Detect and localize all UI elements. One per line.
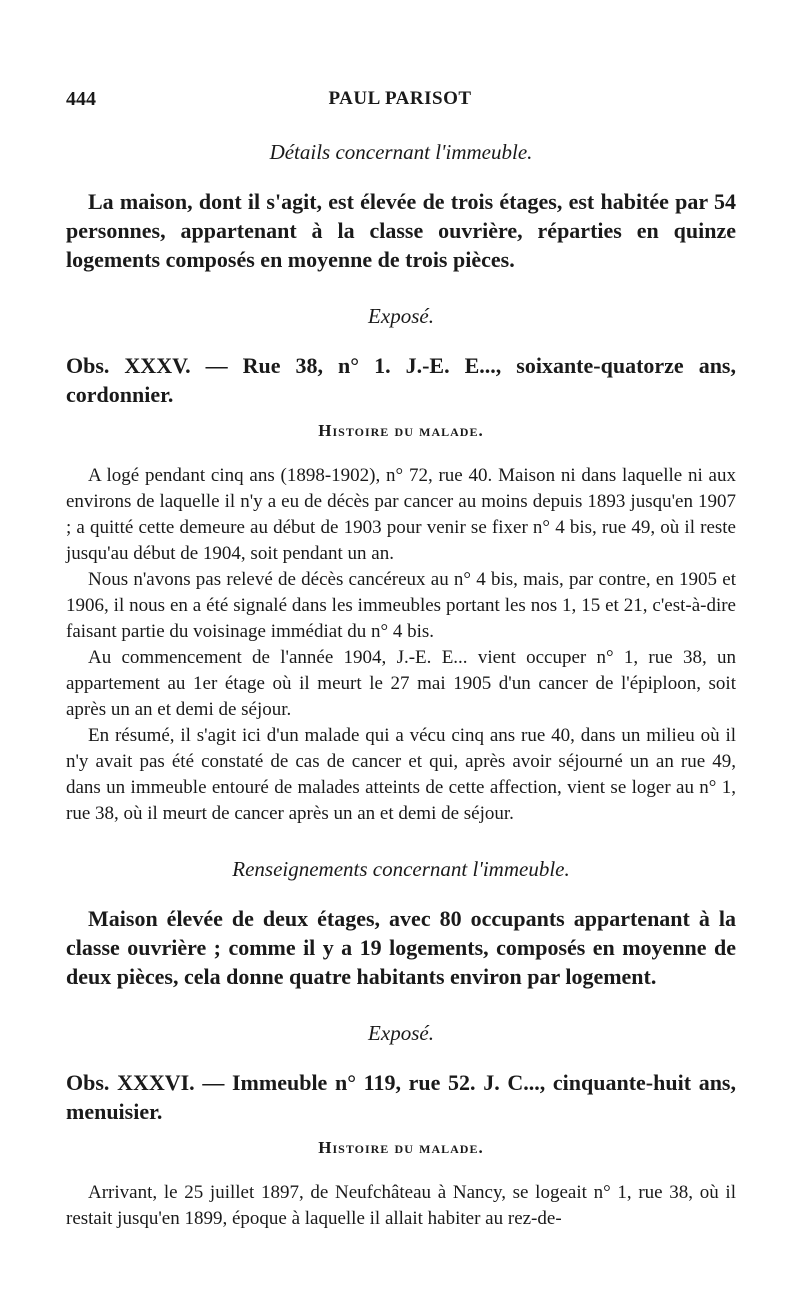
renseignements-paragraph: Maison élevée de deux étages, avec 80 occupants appartenant à la classe ouvrière ; comme il y a 19 logements, composés en moyenne de deux pièces, cela donne quatre habitants environ par logement. xyxy=(66,906,736,989)
expose-title-2: Exposé. xyxy=(368,1021,434,1045)
details-paragraph: La maison, dont il s'agit, est élevée de trois étages, est habitée par 54 personnes, appartenant à la classe ouvrière, réparties en quinze logements composés en moyenne de trois pièces. xyxy=(66,189,736,272)
details-title: Détails concernant l'immeuble. xyxy=(269,140,533,164)
renseignements-title: Renseignements concernant l'immeuble. xyxy=(232,857,570,881)
histoire-paragraph-1: A logé pendant cinq ans (1898-1902), n° 72, rue 40. Maison ni dans laquelle ni aux environs de laquelle il n'y a eu de décès par cancer au moins depuis 1893 jusqu'en 1907 ; a quitté cette demeure au début de 1903 pour venir se fixer n° 4 bis, rue 49, où il reste jusqu'au début de 1904, soit pendant un an. xyxy=(66,465,736,564)
expose-title-1: Exposé. xyxy=(368,304,434,328)
obs-xxxvi-heading: Obs. XXXVI. — Immeuble n° 119, rue 52. J. C..., cinquante-huit ans, menuisier. xyxy=(66,1070,736,1124)
page-body xyxy=(66,140,736,1232)
histoire-paragraph-5: Arrivant, le 25 juillet 1897, de Neufchâteau à Nancy, se logeait n° 1, rue 38, où il restait jusqu'en 1899, époque à laquelle il allait habiter au rez-de- xyxy=(66,1182,736,1229)
page-header xyxy=(66,88,734,118)
histoire-paragraph-4: En résumé, il s'agit ici d'un malade qui a vécu cinq ans rue 40, dans un milieu où il n'y avait pas été constaté de cas de cancer et qui, après avoir séjourné un an rue 49, dans un immeuble entouré de malades atteints de cette affection, vient se loger au n° 1, rue 38, où il meurt de cancer après un an et demi de séjour. xyxy=(66,725,736,824)
histoire-title-1: Histoire du malade. xyxy=(318,421,484,440)
running-head: PAUL PARISOT xyxy=(328,88,472,109)
histoire-paragraph-2: Nous n'avons pas relevé de décès cancéreux au n° 4 bis, mais, par contre, en 1905 et 1906, il nous en a été signalé dans les immeubles portant les nos 1, 15 et 21, c'est-à-dire faisant partie du voisinage immédiat du n° 4 bis. xyxy=(66,569,736,642)
histoire-paragraph-3: Au commencement de l'année 1904, J.-E. E... vient occuper n° 1, rue 38, un appartement au 1er étage où il meurt le 27 mai 1905 d'un cancer de l'épiploon, soit après un an et demi de séjour. xyxy=(66,647,736,720)
histoire-title-2: Histoire du malade. xyxy=(318,1138,484,1157)
obs-xxxv-heading: Obs. XXXV. — Rue 38, n° 1. J.-E. E..., soixante-quatorze ans, cordonnier. xyxy=(66,353,736,407)
page-number: 444 xyxy=(66,88,96,110)
